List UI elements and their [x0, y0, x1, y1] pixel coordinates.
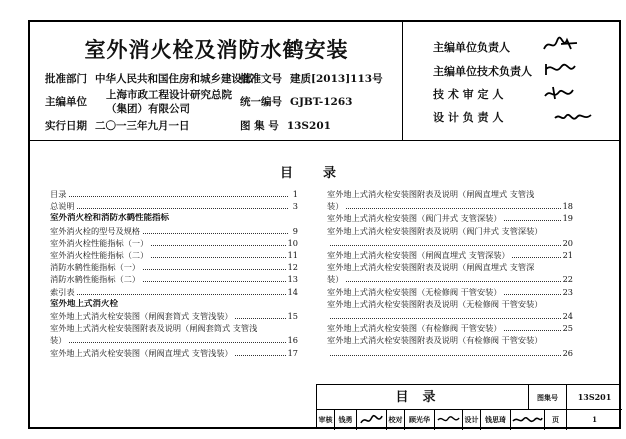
- toc-entry-page: 18: [562, 201, 573, 212]
- title-block-title: 目录: [317, 385, 529, 410]
- page-title: 室外消火栓及消防水鹤安装: [84, 38, 349, 62]
- toc-entry-title: 室外地上式消火栓: [50, 298, 119, 309]
- toc-entry-page: 21: [562, 250, 573, 260]
- editor-value-line2: （集团）有限公司: [106, 103, 190, 115]
- toc-entry-title: 室外消火栓性能指标（二）: [50, 250, 149, 260]
- toc-entry-title: 室外地上式消火栓安装图附表及说明（闸阀套筒式 支管浅: [50, 323, 258, 334]
- toc-entry-title: 消防水鹤性能指标（一）: [50, 262, 141, 273]
- toc-entry-page: 14: [287, 286, 298, 297]
- approve-doc-label: 批准文号: [240, 73, 282, 85]
- approve-doc-row: [240, 72, 383, 86]
- toc-leader-dots: [327, 348, 563, 356]
- toc-entry-title: 室外地上式消火栓安装图附表及说明（有检修阀 干管安装）: [327, 335, 543, 346]
- toc-entry[interactable]: [327, 323, 573, 334]
- approve-doc-value: 建质[2013]113号: [290, 73, 383, 85]
- signatories-panel: [403, 22, 621, 141]
- impl-date-label: 实行日期: [45, 120, 87, 132]
- toc-entry[interactable]: [327, 299, 573, 310]
- signature-design-head: [553, 108, 593, 126]
- toc-entry-title: 室外地上式消火栓安装图（阀门井式 支管深装）: [327, 213, 502, 224]
- title-block: [316, 384, 621, 429]
- toc-entry-page: 17: [287, 347, 298, 358]
- toc-leader-dots: [327, 201, 563, 212]
- toc-entry[interactable]: [50, 250, 298, 261]
- toc-entry[interactable]: [50, 323, 298, 334]
- toc-entry-page: 24: [562, 311, 573, 321]
- toc-entry-page: 19: [562, 213, 573, 224]
- toc-entry[interactable]: [327, 274, 573, 285]
- toc-leader-dots: [50, 189, 288, 197]
- atlas-no-value: 13S201: [286, 120, 331, 132]
- toc-leader-dots: [50, 335, 288, 346]
- title-block-atlas-value: 13S201: [577, 392, 612, 402]
- toc-entry-title: 目录: [50, 189, 67, 199]
- role-design-head: 设 计 负 责 人: [433, 111, 504, 124]
- unified-no-label: 统一编号: [240, 96, 282, 108]
- design-name: 钱思琦: [481, 410, 511, 430]
- toc-entry[interactable]: [327, 287, 573, 298]
- toc-heading: 目录: [280, 166, 367, 181]
- toc-entry[interactable]: [327, 250, 573, 261]
- unified-no-row: [240, 95, 352, 109]
- toc-entry[interactable]: [327, 335, 573, 346]
- toc-entry-title: 总说明: [50, 201, 75, 212]
- signature-technical-reviewer: [541, 84, 581, 102]
- atlas-no-row: [240, 119, 331, 133]
- header-info-panel: [30, 22, 403, 141]
- title-block-row-bottom: [317, 410, 622, 430]
- review-name: 钱勇: [335, 410, 357, 430]
- toc-entry-title: [327, 311, 329, 321]
- toc-entry[interactable]: [327, 201, 573, 212]
- toc-entry-page: 9: [292, 225, 298, 236]
- toc-entry-page: 20: [562, 237, 573, 248]
- atlas-no-label: 图 集 号: [240, 120, 279, 132]
- approve-dept-row: [45, 72, 253, 86]
- toc-entry[interactable]: [50, 287, 298, 298]
- toc-entry-title: 消防水鹤性能指标（二）: [50, 274, 141, 285]
- toc-entry-title: [327, 238, 329, 248]
- title-block-row-top: [317, 385, 622, 410]
- toc-entry-title: 室外消火栓和消防水鹤性能指标: [50, 213, 170, 224]
- toc-entry[interactable]: [50, 189, 298, 200]
- design-label: 设计: [463, 410, 481, 430]
- toc-entry-title: [327, 348, 329, 358]
- approve-dept-label: 批准部门: [45, 73, 87, 85]
- toc-entry-title: 室外地上式消火栓安装图（无检修阀 干管安装）: [327, 286, 502, 297]
- toc-entry[interactable]: [50, 213, 298, 224]
- review-label: 审核: [317, 410, 335, 430]
- toc-entry[interactable]: [50, 262, 298, 273]
- toc-entry-page: 15: [287, 311, 298, 321]
- design-signature: [511, 410, 545, 430]
- toc-entry-title: 室外地上式消火栓安装图附表及说明（阀门井式 支管深装）: [327, 225, 543, 236]
- editor-value-line1: 上海市政工程设计研究总院: [106, 89, 232, 101]
- toc-entry[interactable]: [327, 213, 573, 224]
- page-label: 页: [545, 410, 567, 430]
- check-label: 校对: [387, 410, 405, 430]
- toc-entry-page: 26: [562, 347, 573, 358]
- toc-entry-page: 12: [287, 262, 298, 273]
- toc-entry[interactable]: [50, 226, 298, 237]
- toc-entry-title: 室外地上式消火栓安装图（闸阀直埋式 支管深装）: [327, 250, 510, 260]
- role-technical-reviewer: 技 术 审 定 人: [433, 88, 504, 101]
- signature-technical-head: [541, 60, 581, 78]
- toc-leader-dots: [327, 238, 563, 246]
- drawing-frame: [28, 20, 621, 429]
- toc-entry-title: 装）: [327, 274, 344, 285]
- toc-entry-title: 室外地上式消火栓安装图附表及说明（闸阀直埋式 支管深: [327, 262, 535, 273]
- toc-entry-page: 13: [287, 274, 298, 285]
- toc-entry-page: 3: [292, 201, 298, 212]
- toc-entry[interactable]: [327, 226, 573, 237]
- toc-entry-title: 室外地上式消火栓安装图（闸阀直埋式 支管浅装）: [50, 347, 233, 358]
- editor-label: 主编单位: [45, 96, 87, 108]
- title-block-atlas-label: 图集号: [529, 385, 567, 410]
- toc-entry[interactable]: [327, 238, 573, 249]
- unified-no-value: GJBT-1263: [290, 96, 353, 108]
- toc-entry[interactable]: [327, 348, 573, 359]
- toc-entry[interactable]: [50, 201, 298, 212]
- toc-entry-page: 23: [562, 286, 573, 297]
- role-technical-head: 主编单位技术负责人: [433, 65, 532, 78]
- toc-entry[interactable]: [50, 311, 298, 322]
- toc-entry-title: 室外消火栓性能指标（一）: [50, 237, 149, 248]
- toc-entry[interactable]: [327, 189, 573, 200]
- approve-dept-value: 中华人民共和国住房和城乡建设部: [95, 73, 253, 85]
- toc-entry-title: 装）: [327, 201, 344, 212]
- toc-leader-dots: [327, 274, 563, 285]
- toc-entry-title: 室外消火栓的型号及规格: [50, 225, 141, 236]
- toc-entry-title: 室外地上式消火栓安装图（闸阀套筒式 支管浅装）: [50, 311, 233, 321]
- toc-entry-page: 16: [287, 335, 298, 346]
- toc-entry-page: 10: [287, 237, 298, 248]
- toc-entry[interactable]: [50, 274, 298, 285]
- toc-leader-dots: [50, 201, 288, 212]
- check-signature: [435, 410, 463, 430]
- page-value: 1: [592, 415, 597, 424]
- toc-entry-page: 22: [562, 274, 573, 285]
- toc-entry[interactable]: [50, 348, 298, 359]
- toc-leader-dots: [327, 311, 563, 319]
- toc-entry[interactable]: [327, 262, 573, 273]
- toc-entry[interactable]: [327, 311, 573, 322]
- toc-entry-page: 1: [292, 189, 298, 199]
- toc-leader-dots: [50, 287, 288, 295]
- toc-entry-title: 索引表: [50, 286, 75, 297]
- toc-entry[interactable]: [50, 335, 298, 346]
- toc-entry[interactable]: [50, 238, 298, 249]
- toc-entry-title: 装）: [50, 335, 67, 346]
- check-name: 顾光华: [405, 410, 435, 430]
- toc-entry-title: 室外地上式消火栓安装图附表及说明（无检修阀 干管安装）: [327, 298, 543, 309]
- role-chief-editor: 主编单位负责人: [433, 41, 510, 54]
- impl-date-value: 二〇一三年九月一日: [95, 120, 190, 132]
- signature-chief-editor: [541, 36, 581, 54]
- impl-date-row: [45, 119, 190, 133]
- toc-entry-title: 室外地上式消火栓安装图（有检修阀 干管安装）: [327, 323, 502, 334]
- toc-entry-page: 25: [562, 323, 573, 334]
- review-signature: [357, 410, 387, 430]
- toc-entry-title: 室外地上式消火栓安装图附表及说明（闸阀直埋式 支管浅: [327, 189, 535, 199]
- toc-entry-page: 11: [287, 250, 298, 260]
- toc-entry[interactable]: [50, 299, 298, 310]
